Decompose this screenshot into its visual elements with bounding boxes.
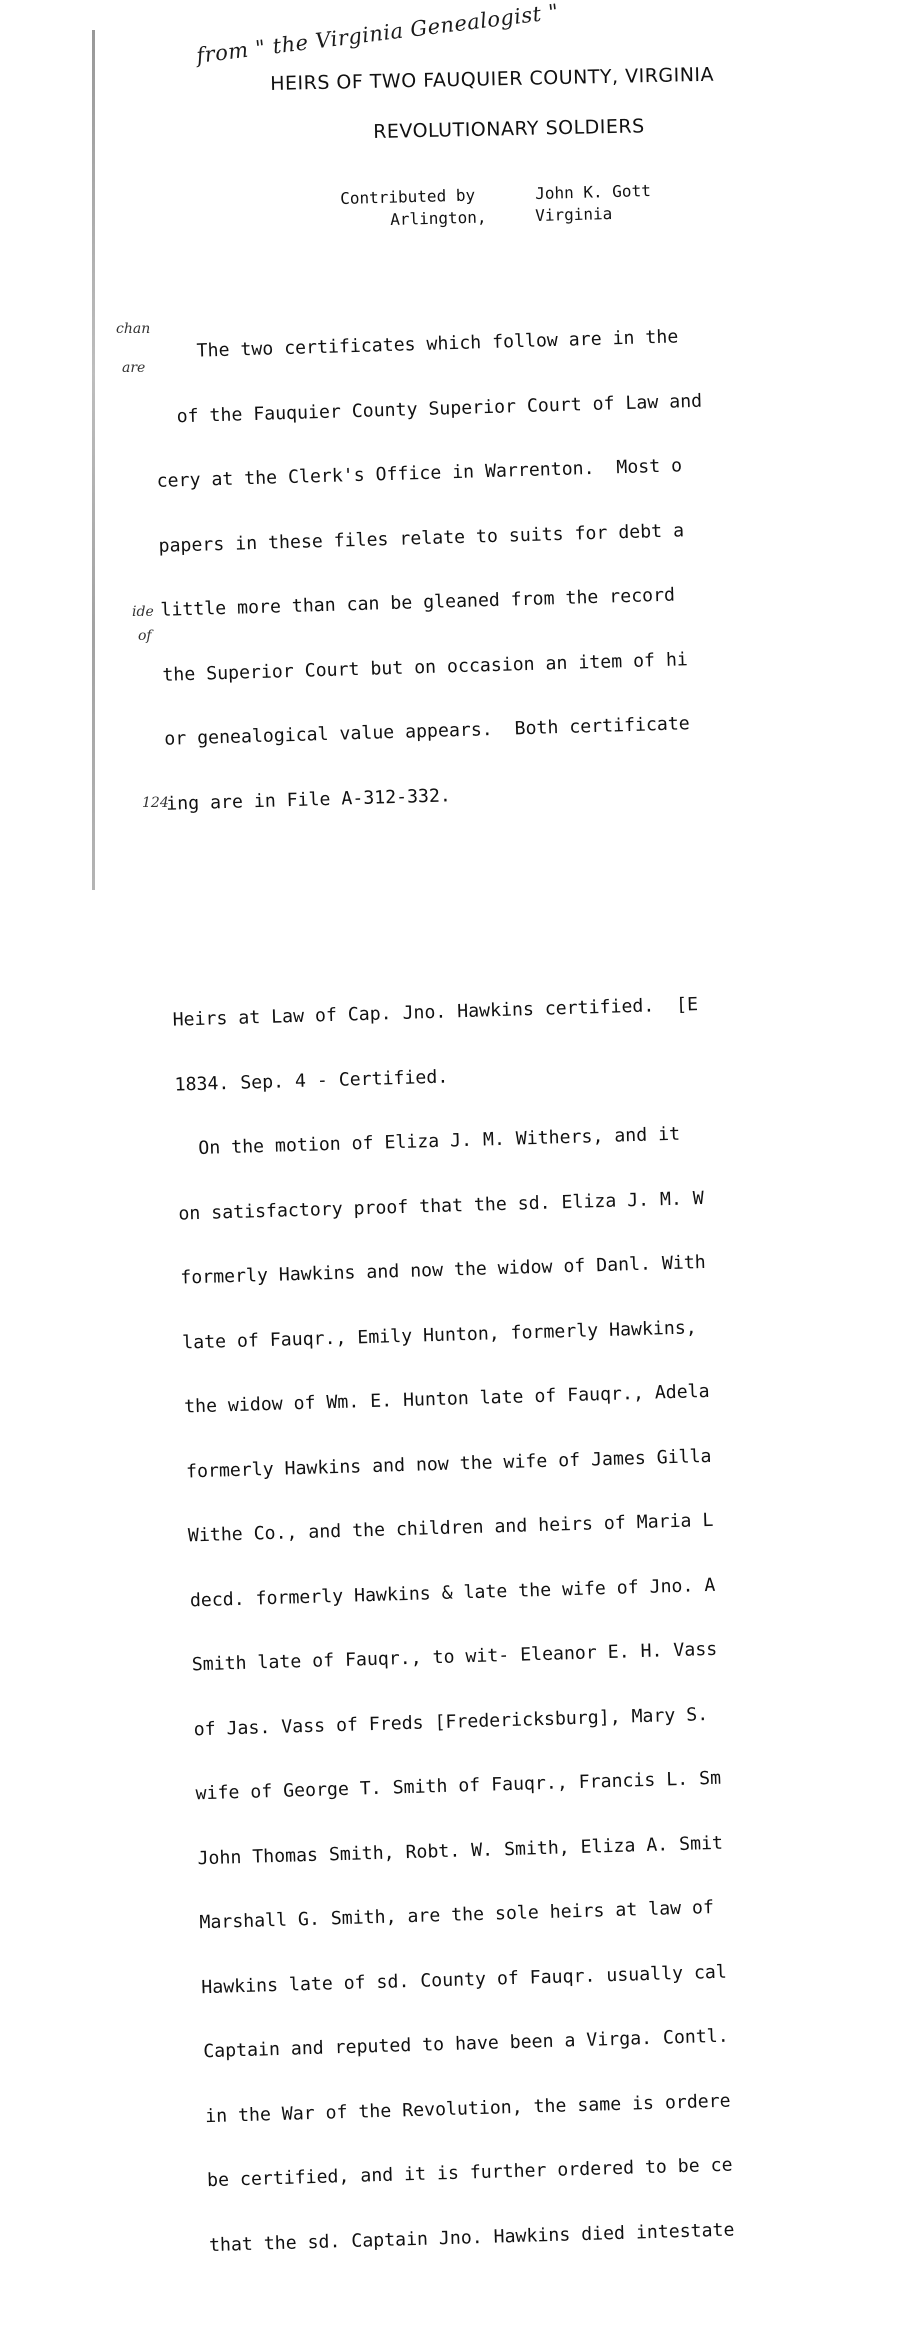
text-line: ing are in File A-312-332. <box>165 784 452 815</box>
text-line: Smith late of Fauqr., to wit- Eleanor E. H. Vass <box>191 1638 718 1676</box>
document-subtitle: REVOLUTIONARY SOLDIERS <box>373 115 645 143</box>
text-line: late of Fauqr., Emily Hunton, formerly Hawkins, <box>181 1316 697 1354</box>
text-line: of Jas. Vass of Freds [Fredericksburg], Mary S. <box>193 1703 709 1740</box>
margin-note: ide <box>132 604 154 620</box>
text-line: Captain and reputed to have been a Virga. Contl. <box>202 2025 729 2063</box>
text-line: be certified, and it is further ordered to be ce <box>206 2154 733 2192</box>
document-body <box>150 235 912 2342</box>
text-line: Marshall G. Smith, are the sole heirs at law of <box>199 1897 715 1934</box>
text-line: cery at the Clerk's Office in Warrenton. Most o <box>156 455 683 492</box>
text-line: little more than can be gleaned from the record <box>160 584 676 621</box>
text-line: on satisfactory proof that the sd. Eliza J. M. W <box>178 1187 705 1225</box>
contributor-city: Arlington, <box>390 207 487 229</box>
contributed-by-label: Contributed by <box>340 185 476 208</box>
margin-note: are <box>122 360 146 376</box>
text-line: papers in these files relate to suits for debt a <box>158 519 685 557</box>
text-line: On the motion of Eliza J. M. Withers, and it <box>176 1123 681 1160</box>
text-line: or genealogical value appears. Both certificate <box>164 713 691 750</box>
paragraph-intro <box>151 278 867 858</box>
text-line: Hawkins late of sd. County of Fauqr. usually cal <box>201 1961 728 1998</box>
text-line: wife of George T. Smith of Fauqr., Francis L. Sm <box>195 1767 722 1805</box>
text-line: in the War of the Revolution, the same is ordere <box>204 2090 731 2127</box>
text-line: Heirs at Law of Cap. Jno. Hawkins certified. [E <box>172 994 699 1031</box>
text-line: decd. formerly Hawkins & late the wife of Jno. A <box>189 1574 716 1611</box>
document-title: HEIRS OF TWO FAUQUIER COUNTY, VIRGINIA <box>270 63 715 95</box>
text-line: formerly Hawkins and now the widow of Danl. With <box>180 1251 707 1289</box>
margin-note: chan <box>116 321 151 337</box>
text-line: The two certificates which follow are in the <box>152 326 679 363</box>
text-line: Withe Co., and the children and heirs of Maria L <box>187 1509 714 1547</box>
text-line: of the Fauquier County Superior Court of Law and <box>154 390 703 428</box>
paragraph-gap <box>169 880 869 924</box>
margin-note: of <box>138 628 152 644</box>
text-line: formerly Hawkins and now the wife of James Gilla <box>185 1445 712 1482</box>
contributor-state: Virginia <box>535 203 613 225</box>
scan-edge-shadow <box>92 30 95 890</box>
contributor-name: John K. Gott <box>535 180 652 203</box>
paragraph-certificate <box>171 946 910 2299</box>
text-line: John Thomas Smith, Robt. W. Smith, Eliza A. Smit <box>197 1832 724 1869</box>
text-line: 1834. Sep. 4 - Certified. <box>174 1066 449 1096</box>
text-line: the widow of Wm. E. Hunton late of Fauqr., Adela <box>183 1380 710 1418</box>
handwritten-source-note: from " the Virginia Genealogist " <box>195 0 561 68</box>
margin-note: 124 <box>142 795 169 811</box>
text-line: that the sd. Captain Jno. Hawkins died intestate <box>208 2219 735 2256</box>
text-line: the Superior Court but on occasion an item of hi <box>162 648 689 686</box>
